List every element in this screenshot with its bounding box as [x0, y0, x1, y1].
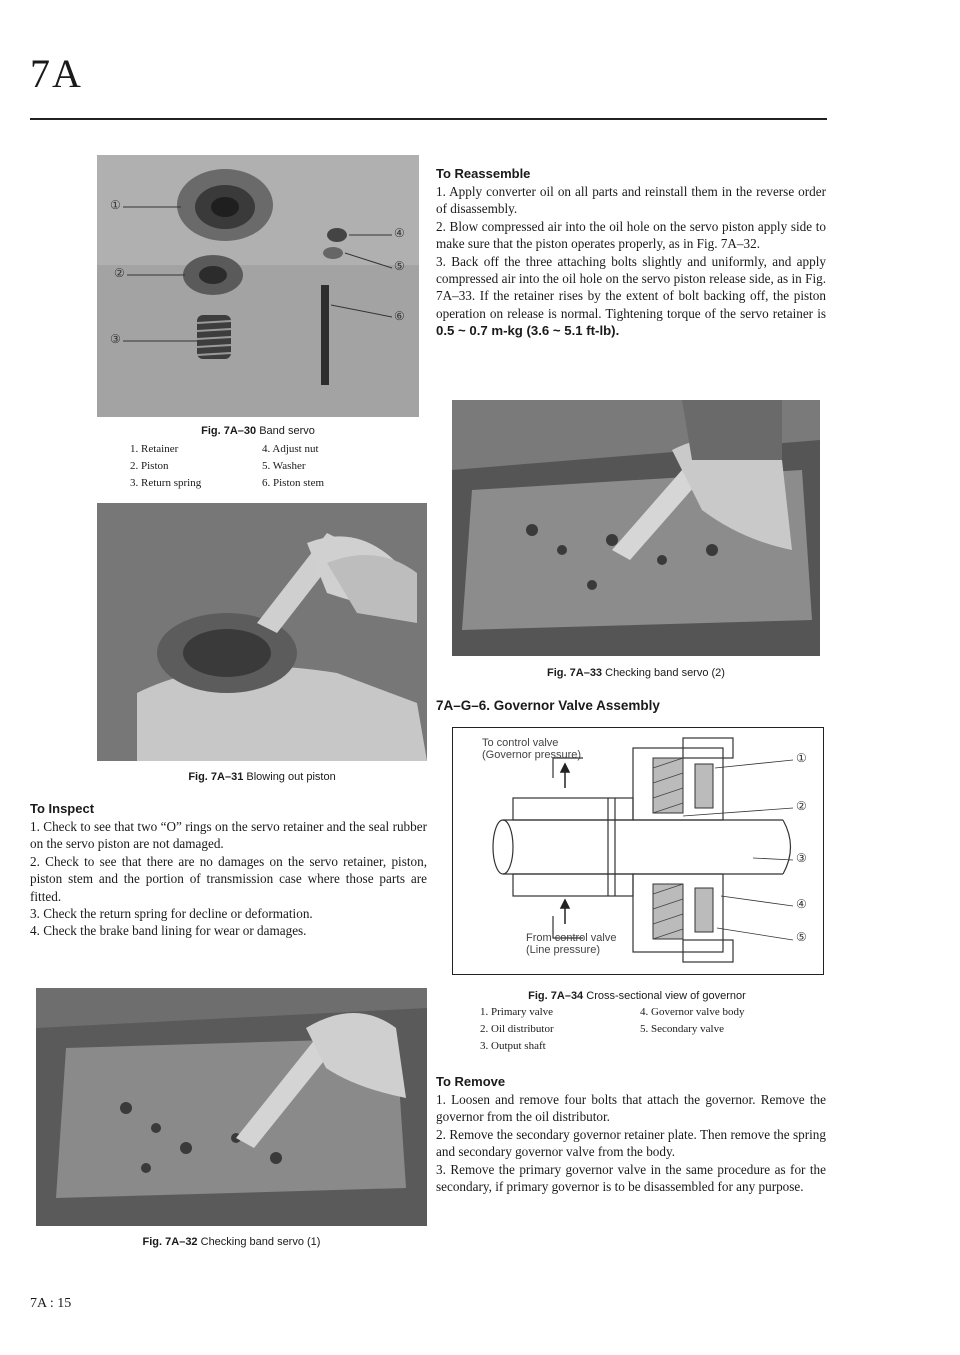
- fig-34-callout-5: ⑤: [796, 930, 807, 944]
- fig-34-title: Cross-sectional view of governor: [586, 990, 746, 1002]
- fig-30-label: Fig. 7A–30: [201, 425, 257, 437]
- fig-30-callout-2: ②: [114, 266, 125, 280]
- legend-item: 4. Governor valve body: [640, 1006, 745, 1018]
- reassemble-item: 2. Blow compressed air into the oil hole on the servo piston apply side to make sure that the piston operates properly, as in Fig. 7A–32.: [436, 218, 826, 252]
- fig-31-label: Fig. 7A–31: [188, 771, 244, 783]
- section-title: 7A–G–6. Governor Valve Assembly: [436, 698, 660, 713]
- inspect-heading: To Inspect: [30, 801, 95, 816]
- legend-item: 1. Primary valve: [480, 1006, 554, 1018]
- fig-33-label: Fig. 7A–33: [547, 667, 603, 679]
- fig-34-callout-3: ③: [796, 851, 807, 865]
- fig-34-callout-2: ②: [796, 799, 807, 813]
- header-rule: [30, 118, 827, 120]
- inspect-item: 1. Check to see that two “O” rings on the servo retainer and the seal rubber on the servo piston are not damaged.: [30, 819, 427, 852]
- fig-30-title: Band servo: [259, 425, 315, 437]
- fig-33-title: Checking band servo (2): [605, 667, 725, 679]
- fig-30-legend-left: [130, 443, 260, 494]
- fig-31-photo: [97, 503, 427, 761]
- bottom-label-line1: From control valve: [526, 932, 617, 944]
- legend-item: 3. Output shaft: [480, 1040, 546, 1052]
- fig-30-callout-6: ⑥: [394, 309, 405, 323]
- fig-34-top-label: [482, 737, 581, 761]
- top-label-line2: (Governor pressure): [482, 749, 582, 761]
- fig-32-title: Checking band servo (1): [200, 1236, 321, 1248]
- fig-32-caption: [36, 1236, 427, 1248]
- chapter-title: 7A: [30, 51, 83, 96]
- fig-30-legend-right: [262, 443, 402, 494]
- remove-heading: To Remove: [436, 1074, 506, 1089]
- fig-34-callout-1: ①: [796, 751, 807, 765]
- fig-30-caption: [97, 425, 419, 437]
- fig-30-callout-4: ④: [394, 226, 405, 240]
- legend-item: 3. Return spring: [130, 477, 202, 489]
- fig-33-caption: [452, 667, 820, 679]
- fig-31-title: Blowing out piston: [246, 771, 336, 783]
- fig-32-photo: [36, 988, 427, 1226]
- legend-item: 2. Oil distributor: [480, 1023, 554, 1035]
- inspect-body: [30, 818, 427, 940]
- legend-item: 1. Retainer: [130, 443, 179, 455]
- reassemble-item: [436, 253, 826, 340]
- fig-34-caption: [452, 990, 822, 1002]
- bottom-label-line2: (Line pressure): [526, 944, 600, 956]
- fig-34-legend-right: [640, 1006, 810, 1040]
- legend-item: 5. Washer: [262, 460, 306, 472]
- remove-item: 1. Loosen and remove four bolts that attach the governor. Remove the governor from the oil distributor.: [436, 1092, 826, 1125]
- fig-34-label: Fig. 7A–34: [528, 990, 584, 1002]
- fig-30-callout-5: ⑤: [394, 259, 405, 273]
- fig-34-legend-left: [480, 1006, 620, 1057]
- legend-item: 4. Adjust nut: [262, 443, 319, 455]
- legend-item: 2. Piston: [130, 460, 169, 472]
- fig-33-photo: [452, 400, 820, 656]
- reassemble-body: [436, 183, 826, 340]
- fig-30-callout-1: ①: [110, 198, 121, 212]
- torque-value: 0.5 ~ 0.7 m-kg (3.6 ~ 5.1 ft-lb).: [436, 323, 620, 339]
- fig-34-diagram: [452, 727, 824, 975]
- inspect-item: 3. Check the return spring for decline or deformation.: [30, 906, 313, 922]
- fig-30-callout-3: ③: [110, 332, 121, 346]
- fig-34-callout-4: ④: [796, 897, 807, 911]
- fig-31-caption: [97, 771, 427, 783]
- page-number: 7A : 15: [30, 1296, 72, 1311]
- reassemble-item-text: 3. Back off the three attaching bolts slightly and uniformly, and apply compressed air into the oil hole on the servo piston release side, as in Fig. 7A–33. If the retainer rises by the extent of bolt backing off, the piston operation on release is normal. Tightening torque of the servo retainer is: [436, 253, 826, 321]
- fig-32-label: Fig. 7A–32: [142, 1236, 198, 1248]
- remove-item: 3. Remove the primary governor valve in the same procedure as for the secondary, if primary governor is to be disassembled for any purpose.: [436, 1161, 826, 1195]
- inspect-item: 4. Check the brake band lining for wear or damages.: [30, 923, 307, 939]
- inspect-item: 2. Check to see that there are no damages on the servo retainer, piston, piston stem and the portion of transmission case where those parts are fitted.: [30, 853, 427, 904]
- reassemble-item: 1. Apply converter oil on all parts and reinstall them in the reverse order of disassembly.: [436, 184, 826, 217]
- reassemble-heading: To Reassemble: [436, 166, 531, 181]
- legend-item: 6. Piston stem: [262, 477, 325, 489]
- top-label-line1: To control valve: [482, 737, 559, 749]
- remove-body: [436, 1091, 826, 1195]
- fig-30-photo: [97, 155, 419, 417]
- legend-item: 5. Secondary valve: [640, 1023, 724, 1035]
- remove-item: 2. Remove the secondary governor retainer plate. Then remove the spring and secondary governor valve from the body.: [436, 1126, 826, 1160]
- governor-cross-section: [453, 728, 823, 974]
- fig-34-bottom-label: [526, 932, 616, 956]
